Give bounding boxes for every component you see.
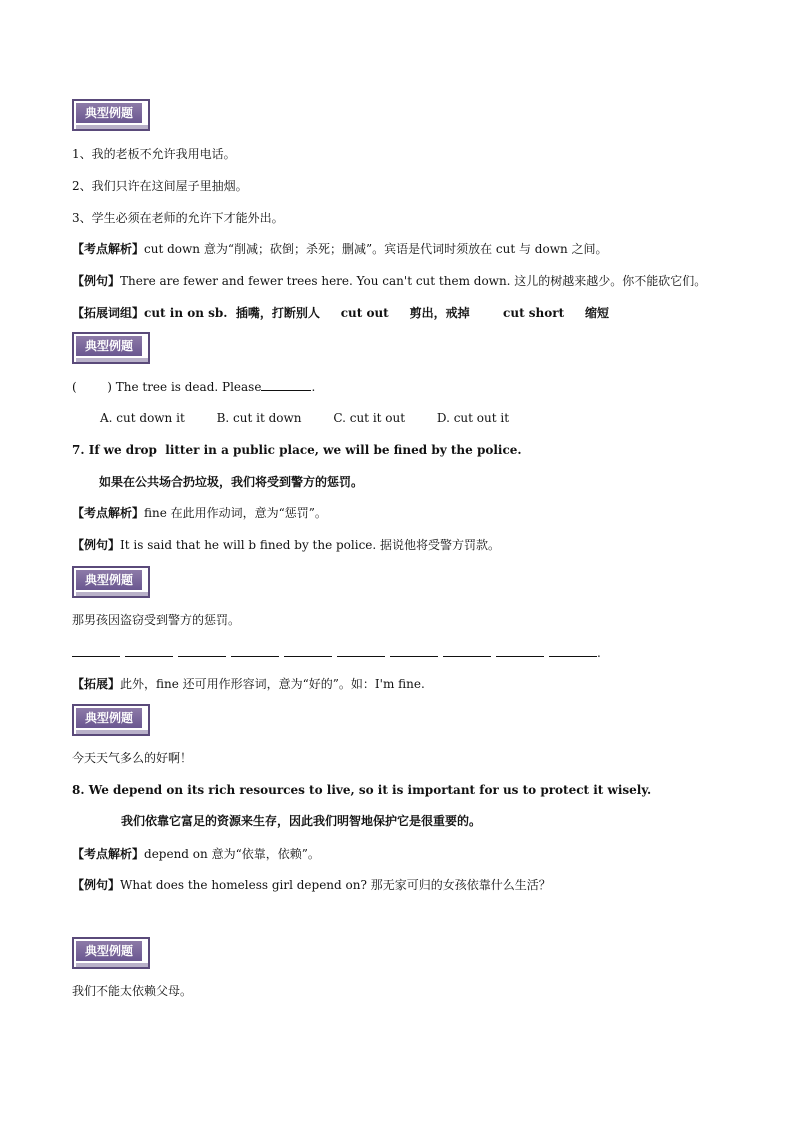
question-1: 1、我的老板不允许我用电话。 xyxy=(72,147,236,161)
key-point-text: depend on 意为“依靠，依赖”。 xyxy=(144,847,320,861)
example-badge xyxy=(72,99,150,131)
question-text: The tree is dead. Please xyxy=(115,380,262,394)
extension-tag: 【拓展词组】 xyxy=(72,306,145,320)
answer-blank[interactable] xyxy=(284,645,332,657)
answer-blank[interactable] xyxy=(390,645,438,657)
key-point-text: cut down 意为“削减；砍倒；杀死；删减”。宾语是代词时须放在 cut 与 down 之间。 xyxy=(144,242,608,256)
translation-prompt-3: 我们不能太依赖父母。 xyxy=(72,984,193,998)
example-badge xyxy=(72,704,150,736)
example-badge-label: 典型例题 xyxy=(76,708,142,728)
key-point-tag: 【考点解析】 xyxy=(72,242,145,256)
answer-blank[interactable] xyxy=(496,645,544,657)
example-text: It is said that he will b fined by the police. 据说他将受警方罚款。 xyxy=(120,538,501,552)
example-sentence-1 xyxy=(72,273,706,289)
answer-blank[interactable] xyxy=(443,645,491,657)
extension-tag: 【拓展】 xyxy=(72,677,121,691)
translation-prompt-2: 今天天气多么的好啊！ xyxy=(72,751,193,765)
option-d[interactable]: D. cut out it xyxy=(436,411,510,425)
example-text: There are fewer and fewer trees here. You can't cut them down. 这儿的树越来越少。你不能砍它们。 xyxy=(120,274,707,288)
key-point-tag: 【考点解析】 xyxy=(72,506,145,520)
answer-blank[interactable] xyxy=(231,645,279,657)
answer-blank[interactable] xyxy=(72,645,120,657)
example-tag: 【例句】 xyxy=(72,274,121,288)
example-badge-label: 典型例题 xyxy=(76,941,142,961)
choice-question: ( ) The tree is dead. Please . xyxy=(72,380,316,394)
example-badge xyxy=(72,566,150,598)
key-point-3 xyxy=(72,846,320,862)
extension-text: 此外，fine 还可用作形容词，意为“好的”。如：I'm fine. xyxy=(120,677,425,691)
answer-blank[interactable] xyxy=(337,645,385,657)
answer-blanks[interactable]: . xyxy=(72,645,601,661)
example-text: What does the homeless girl depend on? 那无家可归的女孩依靠什么生活？ xyxy=(120,878,551,892)
extension-text: cut in on sb. 插嘴，打断别人 cut out 剪出，戒掉 cut short 缩短 xyxy=(144,306,610,320)
option-b[interactable]: B. cut it down xyxy=(216,411,302,425)
example-sentence-3 xyxy=(72,877,551,893)
example-tag: 【例句】 xyxy=(72,878,121,892)
answer-blank[interactable] xyxy=(125,645,173,657)
answer-paren: ( ) xyxy=(72,380,112,394)
answer-blank[interactable] xyxy=(178,645,226,657)
example-badge xyxy=(72,937,150,969)
key-point-text: fine 在此用作动词，意为“惩罚”。 xyxy=(144,506,327,520)
option-c[interactable]: C. cut it out xyxy=(333,411,406,425)
sentence-7-en: 7. If we drop litter in a public place, we will be fined by the police. xyxy=(72,443,522,457)
answer-blank[interactable] xyxy=(261,379,311,391)
sentence-8-en: 8. We depend on its rich resources to live, so it is important for us to protect it wisely. xyxy=(72,783,652,797)
question-2: 2、我们只许在这间屋子里抽烟。 xyxy=(72,179,248,193)
translation-prompt-1: 那男孩因盗窃受到警方的惩罚。 xyxy=(72,613,241,627)
extension-phrases xyxy=(72,305,609,321)
sentence-8-cn: 我们依靠它富足的资源来生存，因此我们明智地保护它是很重要的。 xyxy=(121,814,482,828)
key-point-tag: 【考点解析】 xyxy=(72,847,145,861)
key-point-2 xyxy=(72,505,327,521)
options xyxy=(100,410,537,426)
example-badge-label: 典型例题 xyxy=(76,103,142,123)
question-3: 3、学生必须在老师的允许下才能外出。 xyxy=(72,211,284,225)
example-badge-label: 典型例题 xyxy=(76,336,142,356)
answer-blank[interactable] xyxy=(549,645,597,657)
example-badge xyxy=(72,332,150,364)
option-a[interactable]: A. cut down it xyxy=(100,411,185,425)
example-sentence-2 xyxy=(72,537,500,553)
key-point-1 xyxy=(72,241,608,257)
sentence-7-cn: 如果在公共场合扔垃圾，我们将受到警方的惩罚。 xyxy=(99,475,364,489)
extension-note xyxy=(72,676,425,692)
example-badge-label: 典型例题 xyxy=(76,570,142,590)
example-tag: 【例句】 xyxy=(72,538,121,552)
